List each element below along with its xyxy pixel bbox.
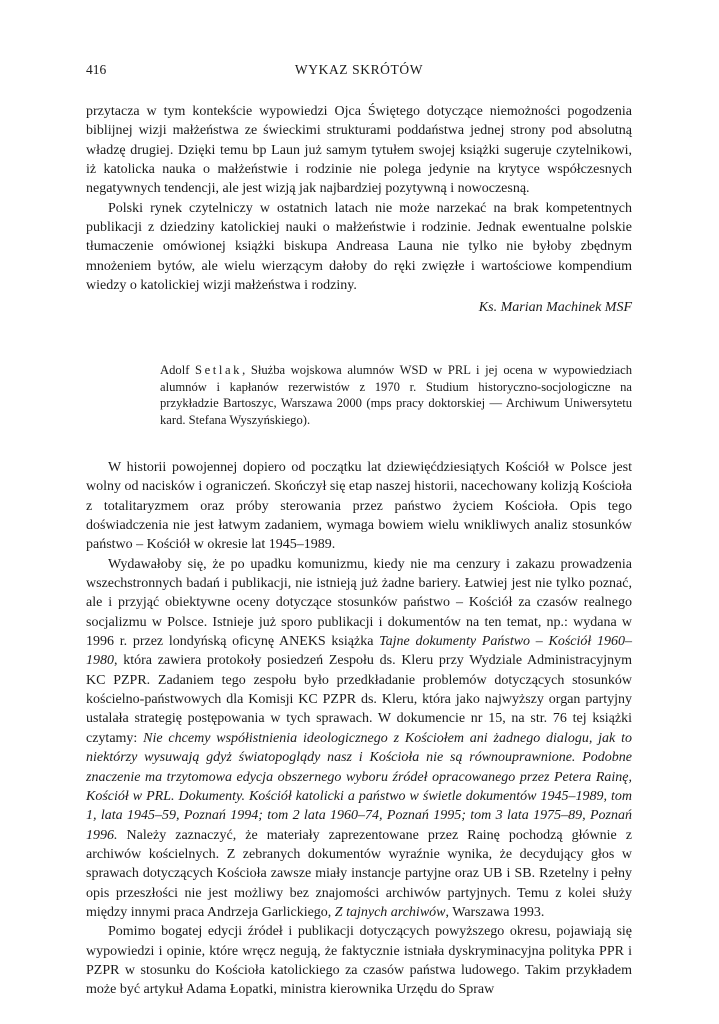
- author-first-name: Adolf: [160, 363, 190, 377]
- text-run: Wydawałoby się, że po upadku komunizmu, kiedy nie ma cenzury i zakazu prowadzenia wszechstronnych badań i publikacji, nie istnieją już żadne bariery. Łatwiej jest nie tylko poznać, ale i przyjąć obiektywne oceny dotyczące stosunków państwo – Kościół za czasów realnego socjalizmu w Polsce. Istnieje już sporo publikacji i dokumentów na ten temat, np.: wydana w 1996 r. przez londyńską oficynę ANEKS książka: [86, 556, 632, 650]
- article-paragraph-2: [86, 555, 632, 923]
- text-run: , Warszawa 1993.: [445, 904, 545, 920]
- text-run: Należy zaznaczyć, że materiały zaprezentowane przez Rainę pochodzą głównie z archiwów kościelnych. Z zebranych dokumentów wyraźnie wynika, że decydujący głos w sprawach dotyczących Kościoła zawsze miały instancje partyjne oraz UB i SB. Rzetelny i pełny opis przeszłości nie jest możliwy bez znajomości archiwów partyjnych. Temu z kolei służy między innymi praca Andrzeja Garlickiego,: [86, 827, 632, 920]
- bibliographic-entry: [160, 362, 632, 428]
- quotation-italic: Nie chcemy współistnienia ideologicznego z Kościołem ani żadnego dialogu, jak to niektórzy wysuwają gdyż światopoglądy nasz i Kościoła nie są równouprawnione. Podobne znaczenie ma trzytomowa edycja obszernego wyboru źródeł opracowanego przez Petera Rainę, Kościół w PRL. Dokumenty. Kościół katolicki a państwo w świetle dokumentów 1945–1989, tom 1, lata 1945–59, Poznań 1994; tom 2 lata 1960–74, Poznań 1995; tom 3 lata 1975–89, Poznań 1996.: [86, 730, 632, 843]
- article-body: [86, 458, 632, 1000]
- article-paragraph-3: Pomimo bogatej edycji źródeł i publikacji dotyczących powyższego okresu, pojawiają się wypowiedzi i opinie, które wręcz negują, że faktycznie istniała dyskryminacyjna polityka PPR i PZPR w stosunku do Kościoła katolickiego za czasów państwa ludowego. Takim przykładem może być artykuł Adama Łopatki, ministra kierownika Urzędu do Spraw: [86, 924, 632, 998]
- publication-details: , Służba wojskowa alumnów WSD w PRL i jej ocena w wypowiedziach alumnów i kapłanów rezerwistów z 1970 r. Studium historyczno-socjologiczne na przykładzie Bartoszyc, Warszawa 2000 (mps pracy doktorskiej — Archiwum Uniwersytetu kard. Stefana Wyszyńskiego).: [160, 363, 632, 427]
- author-surname: Setlak: [194, 363, 243, 377]
- book-title-italic: Tajne dokumenty Państwo – Kościół 1960–1980: [86, 634, 632, 669]
- page-number: 416: [86, 62, 107, 77]
- book-title-italic: Z tajnych archiwów: [334, 904, 446, 920]
- running-title: WYKAZ SKRÓTÓW: [294, 62, 424, 77]
- review-conclusion: [86, 102, 632, 295]
- article-paragraph-1: W historii powojennej dopiero od początku lat dziewięćdziesiątych Kościół w Polsce jest wolny od nacisków i ograniczeń. Skończył się etap naszej historii, nacechowany kolizją Kościoła z totalitaryzmem oraz próby sterowania przez państwo życiem Kościoła. Opis tego doświadczenia nie jest łatwym zadaniem, wymaga bowiem wielu wnikliwych analiz stosunków państwo – Kościół w okresie lat 1945–1989.: [86, 460, 632, 553]
- review-paragraph-2: Polski rynek czytelniczy w ostatnich latach nie może narzekać na brak kompetentnych publikacji z dziedziny katolickiej nauki o małżeństwie i rodzinie. Jednak ewentualne polskie tłumaczenie omówionej książki biskupa Andreasa Launa nie tylko nie byłoby zbędnym mnożeniem bytów, ale wielu wierzącym dałoby do ręki zwięzłe i wartościowe kompendium wiedzy o katolickiej wizji małżeństwa i rodziny.: [86, 200, 632, 294]
- text-run: , która zawiera protokoły posiedzeń Zespołu ds. Kleru przy Wydziale Administracyjnym KC PZPR. Zadaniem tego zespołu było przedkładanie problemów dotyczących stosunków kościelno-państwowych dla Komisji KC PZPR ds. Kleru, która jako najwyższy organ partyjny ustalała strategię postępowania w tych sprawach. W dokumencie nr 15, na str. 76 tej książki czytamy:: [86, 653, 632, 746]
- page-header: [86, 62, 632, 82]
- reviewer-signature: Ks. Marian Machinek MSF: [478, 300, 632, 315]
- review-paragraph-1: przytacza w tym kontekście wypowiedzi Ojca Świętego dotyczące niemożności pogodzenia biblijnej wizji małżeństwa ze świeckimi strukturami poddaństwa jednej strony pod absolutną władzę drugiej. Dzięki temu bp Laun już samym tytułem swojej książki sugeruje czytelnikowi, iż katolicka nauka o małżeństwie i rodzinie nie polega jedynie na krytyce współczesnych negatywnych tendencji, ale jest wizją jak najbardziej pozytywną i nowoczesną.: [86, 104, 632, 197]
